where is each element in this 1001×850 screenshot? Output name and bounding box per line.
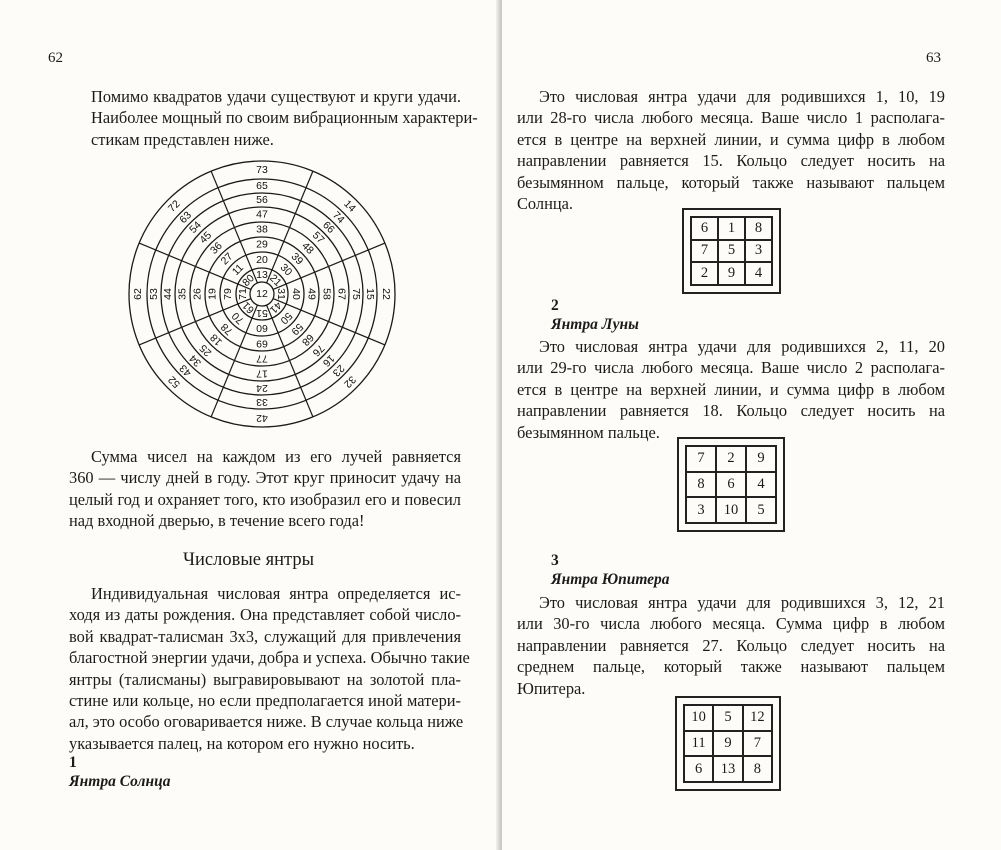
- circle-number-label: 71: [237, 288, 249, 300]
- grid-cell: 10: [684, 705, 713, 731]
- text-line: указывается палец, на котором его нужно носить.: [69, 733, 415, 753]
- circle-number-label: 14: [341, 197, 359, 215]
- circle-number-label: 67: [335, 288, 348, 300]
- grid-cell: 2: [691, 262, 718, 285]
- circle-number-label: 34: [187, 352, 204, 369]
- item-number-2: 2: [551, 297, 559, 314]
- text-line: ходя из даты рождения. Она представляет собой число-: [69, 605, 461, 625]
- circle-number-label: 25: [197, 341, 215, 359]
- circle-number-label: 65: [256, 180, 268, 192]
- item-title-moon: Янтра Луны: [551, 316, 639, 333]
- grid-cell: 4: [746, 472, 776, 498]
- circle-number-label: 60: [256, 322, 268, 334]
- grid-cell: 4: [745, 262, 772, 285]
- item-number-3: 3: [551, 552, 559, 569]
- item-number-1: 1: [69, 754, 77, 771]
- circle-number-label: 13: [256, 269, 268, 281]
- circle-number-label: 79: [222, 288, 234, 300]
- circle-number-label: 21: [267, 272, 284, 289]
- text-line: Наиболее мощный по своим вибрационным характери-: [91, 108, 478, 128]
- circle-number-label: 43: [177, 361, 195, 379]
- text-line: или 28-го числа любого месяца. Ваше число 1 располага-: [517, 108, 945, 128]
- circle-number-label: 39: [288, 250, 306, 268]
- circle-number-label: 75: [350, 288, 362, 300]
- grid-cell: 3: [745, 240, 772, 263]
- text-line: Сумма чисел на каждом из его лучей равняется: [91, 447, 461, 466]
- grid-cell: 7: [686, 446, 716, 472]
- circle-number-label: 58: [320, 288, 333, 300]
- circle-number-label: 52: [165, 373, 183, 391]
- luck-circle-diagram: [126, 158, 398, 430]
- circle-number-label: 18: [208, 331, 225, 348]
- grid-cell: 1: [718, 217, 745, 240]
- circle-number-label: 44: [162, 288, 174, 300]
- text-line: янтры (талисманы) выгравировывают на золотой пла-: [69, 669, 461, 689]
- grid-cell: 12: [743, 705, 772, 731]
- grid-cell: 5: [718, 240, 745, 263]
- grid-cell: 8: [686, 472, 716, 498]
- circle-number-label: 68: [299, 331, 316, 348]
- grid-cell: 2: [716, 446, 746, 472]
- item-title-sun: Янтра Солнца: [69, 773, 171, 790]
- circle-number-label: 62: [132, 288, 144, 300]
- circle-number-label: 17: [256, 367, 268, 380]
- sum-paragraph: [69, 446, 461, 532]
- text-line: направлении равняется 27. Кольцо следует носить на: [517, 635, 945, 655]
- circle-number-label: 45: [197, 229, 215, 247]
- intro-paragraph: [69, 86, 478, 150]
- circle-number-label: 29: [256, 238, 268, 251]
- text-line: Это числовая янтра удачи для родившихся 2, 11, 20: [539, 337, 945, 356]
- grid-cell: 6: [691, 217, 718, 240]
- circle-number-label: 61: [240, 299, 257, 316]
- grid-cell: 10: [716, 497, 746, 523]
- circle-number-label: 15: [364, 288, 376, 300]
- circle-number-label: 56: [256, 194, 268, 206]
- text-line: безымянном пальце, который также называют пальцем: [517, 172, 945, 192]
- circle-number-label: 74: [329, 209, 347, 227]
- circle-number-label: 20: [256, 254, 268, 266]
- circle-number-label: 80: [240, 272, 257, 289]
- circle-number-label: 48: [299, 240, 316, 257]
- text-line: Индивидуальная числовая янтра определяется ис-: [91, 584, 461, 603]
- text-line: Помимо квадратов удачи существуют и круги удачи.: [91, 87, 461, 106]
- grid-cell: 8: [743, 756, 772, 782]
- circle-number-label: 73: [256, 164, 268, 176]
- item-title-jupiter: Янтра Юпитера: [551, 571, 670, 588]
- circle-number-label: 19: [206, 288, 219, 300]
- text-line: Юпитера.: [517, 678, 586, 698]
- circle-number-label: 11: [229, 261, 247, 279]
- text-line: целый год и охраняет того, кто изобразил его и повесил: [69, 489, 461, 509]
- moon-yantra-paragraph: [517, 336, 945, 443]
- text-line: ется в центре на верхней линии, и сумма цифр в любом: [517, 129, 945, 149]
- circle-number-label: 69: [256, 337, 268, 350]
- grid-cell: 5: [713, 705, 742, 731]
- left-page: [0, 0, 500, 850]
- jupiter-yantra-paragraph: [517, 592, 945, 699]
- circle-number-label: 77: [256, 352, 268, 365]
- text-line: среднем пальце, который также называют пальцем: [517, 657, 945, 677]
- grid-cell: 13: [713, 756, 742, 782]
- circle-number-label: 30: [277, 261, 295, 279]
- sun-yantra-grid: [682, 208, 781, 294]
- circle-number-label: 32: [341, 373, 359, 391]
- circle-number-label: 16: [320, 352, 337, 369]
- text-line: стине или кольце, но если предполагается иной матери-: [69, 691, 461, 711]
- grid-cell: 6: [684, 756, 713, 782]
- circle-number-label: 41: [267, 299, 284, 316]
- text-line: Это числовая янтра удачи для родившихся 1, 10, 19: [539, 87, 945, 106]
- jupiter-yantra-grid: [675, 696, 781, 791]
- circle-number-label: 27: [218, 250, 236, 268]
- grid-cell: 6: [716, 472, 746, 498]
- grid-cell: 7: [743, 731, 772, 757]
- yantra-intro-paragraph: [69, 583, 470, 754]
- text-line: 360 — числу дней в году. Этот круг приносит удачу на: [69, 468, 461, 488]
- circle-number-label: 26: [191, 288, 204, 300]
- text-line: благостной энергии удачи, добра и успеха. Обычно такие: [69, 648, 470, 668]
- grid-cell: 8: [745, 217, 772, 240]
- text-line: Солнца.: [517, 194, 574, 214]
- circle-number-label: 31: [275, 288, 287, 300]
- circle-number-label: 36: [208, 240, 225, 257]
- circle-number-label: 22: [380, 288, 392, 300]
- circle-number-label: 70: [229, 309, 247, 327]
- text-line: направлении равняется 15. Кольцо следует носить на: [517, 151, 945, 171]
- text-line: Это числовая янтра удачи для родившихся 3, 12, 21: [539, 593, 945, 612]
- circle-number-label: 35: [176, 288, 189, 300]
- text-line: безымянном пальце.: [517, 422, 660, 442]
- grid-cell: 7: [691, 240, 718, 263]
- grid-cell: 9: [746, 446, 776, 472]
- circle-number-label: 23: [329, 361, 347, 379]
- text-line: вой квадрат-талисман 3х3, служащий для привлечения: [69, 626, 461, 646]
- circle-number-label: 38: [256, 223, 268, 236]
- grid-cell: 11: [684, 731, 713, 757]
- grid-cell: 9: [718, 262, 745, 285]
- grid-cell: 3: [686, 497, 716, 523]
- circle-number-label: 40: [290, 288, 302, 300]
- circle-number-label: 33: [256, 396, 268, 408]
- circle-number-label: 47: [256, 208, 268, 221]
- grid-cell: 5: [746, 497, 776, 523]
- circle-number-label: 57: [309, 229, 327, 247]
- circle-number-label: 76: [309, 341, 327, 359]
- section-heading: Числовые янтры: [183, 550, 315, 570]
- text-line: стикам представлен ниже.: [91, 129, 274, 149]
- circle-number-label: 53: [148, 288, 160, 300]
- circle-number-label: 54: [187, 219, 204, 236]
- page-number-left: 62: [48, 50, 63, 66]
- text-line: над входной дверью, в течение всего года!: [69, 511, 365, 531]
- sun-yantra-paragraph: [517, 86, 945, 214]
- circle-number-label: 51: [256, 307, 268, 319]
- circle-number-label: 72: [165, 197, 183, 215]
- circle-number-label: 12: [256, 288, 268, 300]
- text-line: или 29-го числа любого месяца. Ваше число 2 располага-: [517, 358, 945, 378]
- text-line: направлении равняется 18. Кольцо следует носить на: [517, 401, 945, 421]
- circle-number-label: 49: [305, 288, 318, 300]
- page-number-right: 63: [926, 50, 941, 66]
- moon-yantra-grid: [677, 437, 785, 532]
- circle-number-label: 63: [177, 209, 195, 227]
- circle-number-label: 24: [256, 382, 268, 394]
- circle-number-label: 59: [288, 320, 306, 338]
- right-page: [502, 0, 1001, 850]
- text-line: или 30-го числа любого месяца. Сумма цифр в любом: [517, 614, 945, 634]
- circle-number-label: 78: [218, 320, 236, 338]
- circle-number-label: 42: [256, 412, 268, 424]
- circle-number-label: 66: [320, 219, 337, 236]
- text-line: ал, это особо оговаривается ниже. В случае кольца ниже: [69, 712, 464, 732]
- circle-number-label: 50: [277, 309, 295, 327]
- text-line: ется в центре на верхней линии, и сумма цифр в любом: [517, 379, 945, 399]
- grid-cell: 9: [713, 731, 742, 757]
